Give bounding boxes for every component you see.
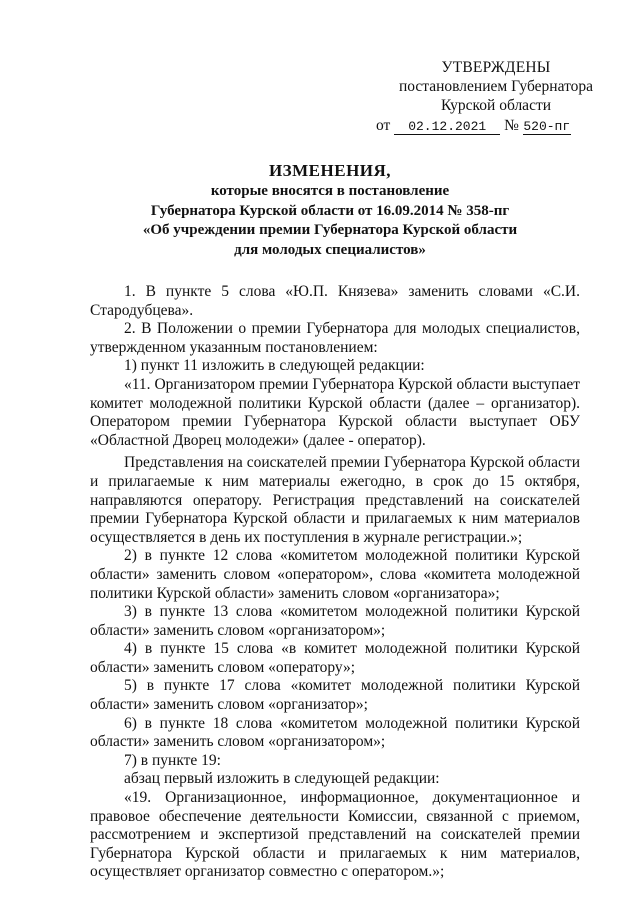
document-body bbox=[90, 283, 580, 882]
title-main: ИЗМЕНЕНИЯ, bbox=[268, 161, 392, 180]
paragraph-6: 2) в пункте 12 слова «комитетом молодежной политики Курской области» заменить словом «оператором», слова «комитета молодежной политики Курской области» заменить словом «организатора»; bbox=[90, 547, 580, 602]
paragraph-7: 3) в пункте 13 слова «комитетом молодежной политики Курской области» заменить словом «организатором»; bbox=[90, 603, 580, 639]
title-line-4: для молодых специалистов» bbox=[234, 241, 426, 258]
paragraph-11: 7) в пункте 19: bbox=[124, 751, 221, 769]
approval-date: 02.12.2021 bbox=[394, 119, 500, 135]
title-line-1: которые вносятся в постановление bbox=[210, 183, 450, 199]
paragraph-4: «11. Организатором премии Губернатора Курской области выступает комитет молодежной политики Курской области (далее – организатор). Оператором премии Губернатора Курской области выступает ОБУ «Областной Дворец молодежи» (далее - оператор). bbox=[90, 375, 580, 449]
document-title bbox=[80, 160, 580, 260]
title-line-3: «Об учреждении премии Губернатора Курской области bbox=[142, 222, 518, 238]
paragraph-3: 1) пункт 11 изложить в следующей редакции: bbox=[124, 357, 425, 375]
approval-line-1: постановлением Губернатора bbox=[398, 78, 594, 95]
approval-number: 520-пг bbox=[523, 119, 571, 134]
approval-number-label: № bbox=[504, 117, 519, 134]
approval-date-line bbox=[376, 116, 616, 135]
title-line-2: Губернатора Курской области от 16.09.2014 № 358-пг bbox=[150, 202, 510, 219]
approval-stamp-block bbox=[376, 58, 616, 135]
paragraph-5: Представления на соискателей премии Губернатора Курской области и прилагаемые к ним материалы ежегодно, в срок до 15 октября, направляются оператору. Регистрация представлений на соискателей премии Губернатора Курской области и прилагаемых к ним материалов осуществляется в день их поступления в журнале регистрации.»; bbox=[90, 454, 580, 546]
paragraph-8: 4) в пункте 15 слова «в комитет молодежной политики Курской области» заменить словом «оператору»; bbox=[90, 640, 580, 676]
approval-from-label: от bbox=[376, 117, 391, 134]
paragraph-10: 6) в пункте 18 слова «комитетом молодежной политики Курской области» заменить словом «организатором»; bbox=[90, 714, 580, 751]
paragraph-12: абзац первый изложить в следующей редакции: bbox=[124, 770, 440, 788]
paragraph-13: «19. Организационное, информационное, документационное и правовое обеспечение деятельности Комиссии, связанной с приемом, рассмотрением и экспертизой представлений на соискателей премии Губернатора Курской области и прилагаемых к ним материалов, осуществляет организатор совместно с оператором.»; bbox=[90, 789, 580, 881]
approval-line-2: Курской области bbox=[440, 97, 552, 114]
approval-heading: УТВЕРЖДЕНЫ bbox=[441, 59, 551, 76]
paragraph-1: 1. В пункте 5 слова «Ю.П. Князева» заменить словами «С.И. Стародубцева». bbox=[90, 283, 580, 319]
paragraph-2: 2. В Положении о премии Губернатора для молодых специалистов, утвержденном указанным постановлением: bbox=[90, 320, 580, 356]
paragraph-9: 5) в пункте 17 слова «комитет молодежной политики Курской области» заменить словом «организатор»; bbox=[90, 677, 580, 714]
